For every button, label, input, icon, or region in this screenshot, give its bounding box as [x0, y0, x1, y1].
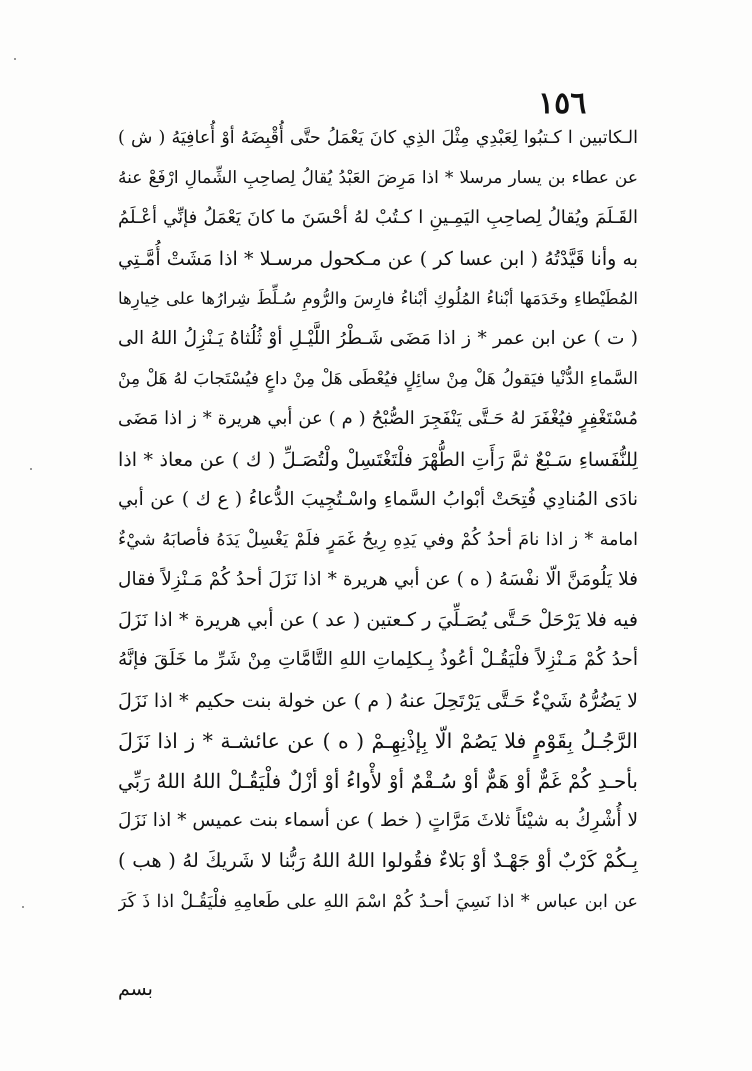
paper-speck	[14, 58, 16, 60]
text-line-17: بأحـدِ كُمْ غَمٌّ أوْ هَمٌّ أوْ سُـقْمٌ أوْ لأْواءُ أوْ أزْلٌ فلْيَقُـلْ اللهُ اللهُ رَبِّي	[118, 769, 638, 793]
text-block	[118, 118, 638, 922]
text-line-2: عن عطاء بن يسار مرسلا * اذا مَرِضَ العَبْدُ يُقالُ لِصاحِبِ الشِّمالِ ارْفَعْ عنهُ	[118, 168, 638, 189]
text-line-12: فلا يَلُومَنَّ الّا نفْسَهُ ( ه ) عن أبي هريرة * اذا نَزَلَ أحدُ كُمْ مَـنْزِلاً فقال	[118, 569, 638, 591]
text-line-14: أحدُ كُمْ مَـنْزِلاً فلْيَقُـلْ أعُوذُ بِـكلِماتِ اللهِ التَّامَّاتِ مِنْ شَرِّ ما خَلَقَ فإنَّهُ	[118, 649, 638, 671]
text-line-11: امامة * ز اذا نامَ أحدُ كُمْ وفي يَدِهِ رِيحُ غَمَرٍ فلَمْ يَغْسِلْ يَدَهُ فأصابَهُ شيْءٌ	[118, 529, 638, 550]
text-line-4: به وأنا قَيَّدْتُهُ ( ابن عسا كر ) عن مـكحول مرسـلا * اذا مَشَتْ أُمَّـتِي	[118, 247, 638, 270]
catchword: بسم	[118, 978, 153, 1000]
text-line-16: الرَّجُـلُ بِقَوْمٍ فلا يَصُمْ الّا بِإذْنِهِـمْ ( ه ) عن عائشـة * ز اذا نَزَلَ	[118, 728, 638, 753]
text-line-18: لا أُشْرِكُ به شيْئاً ثلاثَ مَرَّاتٍ ( خط ) عن أسماء بنت عميس * اذا نَزَلَ	[118, 810, 638, 832]
text-line-13: فيه فلا يَرْحَلْ حَـتَّى يُصَـلِّيَ ر كـعتين ( عد ) عن أبي هريرة * اذا نَزَلَ	[118, 609, 638, 632]
text-line-15: لا يَضُرُّهُ شَيْءٌ حَـتَّى يَرْتَحِلَ عنهُ ( م ) عن خولة بنت حكيم * اذا نَزَلَ	[118, 689, 638, 712]
paper-speck	[22, 906, 24, 908]
text-line-5: المُطَيْطاءِ وخَدَمَها أبْناءُ المُلُوكِ أبْناءُ فارِسَ والرُّومِ سُـلِّطَ شِرارُها على خِيارِها	[118, 288, 638, 308]
text-line-3: القَـلَمَ ويُقالُ لِصاحِبِ اليَمِـينِ ا كـتُبْ لهُ أحْسَنَ ما كانَ يَعْمَلُ فإنِّي أعْـلَمُ	[118, 207, 638, 229]
text-line-7: السَّماءِ الدُّنْيا فيَقولُ هَلْ مِنْ سائِلٍ فيُعْطَى هَلْ مِنْ داعٍ فيُسْتَجابَ لهُ هَلْ مِنْ	[118, 369, 638, 390]
text-line-6: ( ت ) عن ابن عمر * ز اذا مَضَى شَـطْرُ اللَّيْـلِ أوْ ثُلُثاهُ يَـنْزِلُ اللهُ الى	[118, 327, 638, 349]
text-line-20: عن ابن عباس * اذا نَسِيَ أحـدُ كُمْ اسْمَ اللهِ على طَعامِهِ فلْيَقُـلْ اذا ذَ كَرَ	[118, 891, 638, 912]
text-line-19: بِـكُمْ كَرْبٌ أوْ جَهْـدٌ أوْ بَلاءٌ فقُولوا اللهُ اللهُ رَبُّنا لا شَريكَ لهُ ( هب )	[118, 849, 638, 873]
text-line-9: لِلنُّفَساءِ سَـبْعٌ ثمَّ رَأَتِ الطُّهْرَ فلْتَغْتَسِلْ ولْتُصَـلِّ ( ك ) عن معاذ * اذا	[118, 448, 638, 471]
page-number: ١٥٦	[538, 86, 587, 121]
text-line-8: مُسْتَغْفِرٍ فيُغْفَرَ لهُ حَـتَّى يَنْفَجِرَ الصُّبْحُ ( م ) عن أبي هريرة * ز اذا مَضَى	[118, 408, 638, 430]
paper-speck	[30, 468, 32, 470]
text-line-1: الـكاتبين ا كـتبُوا لِعَبْدِي مِثْلَ الذِي كانَ يَعْمَلُ حتَّى أُقْبِضَهُ أوْ أُعافِيَهُ ( ش )	[118, 128, 638, 148]
text-line-10: نادَى المُنادِي فُتِحَتْ أبْوابُ السَّماءِ واسْـتُجِيبَ الدُّعاءُ ( ع ك ) عن أبي	[118, 488, 638, 510]
